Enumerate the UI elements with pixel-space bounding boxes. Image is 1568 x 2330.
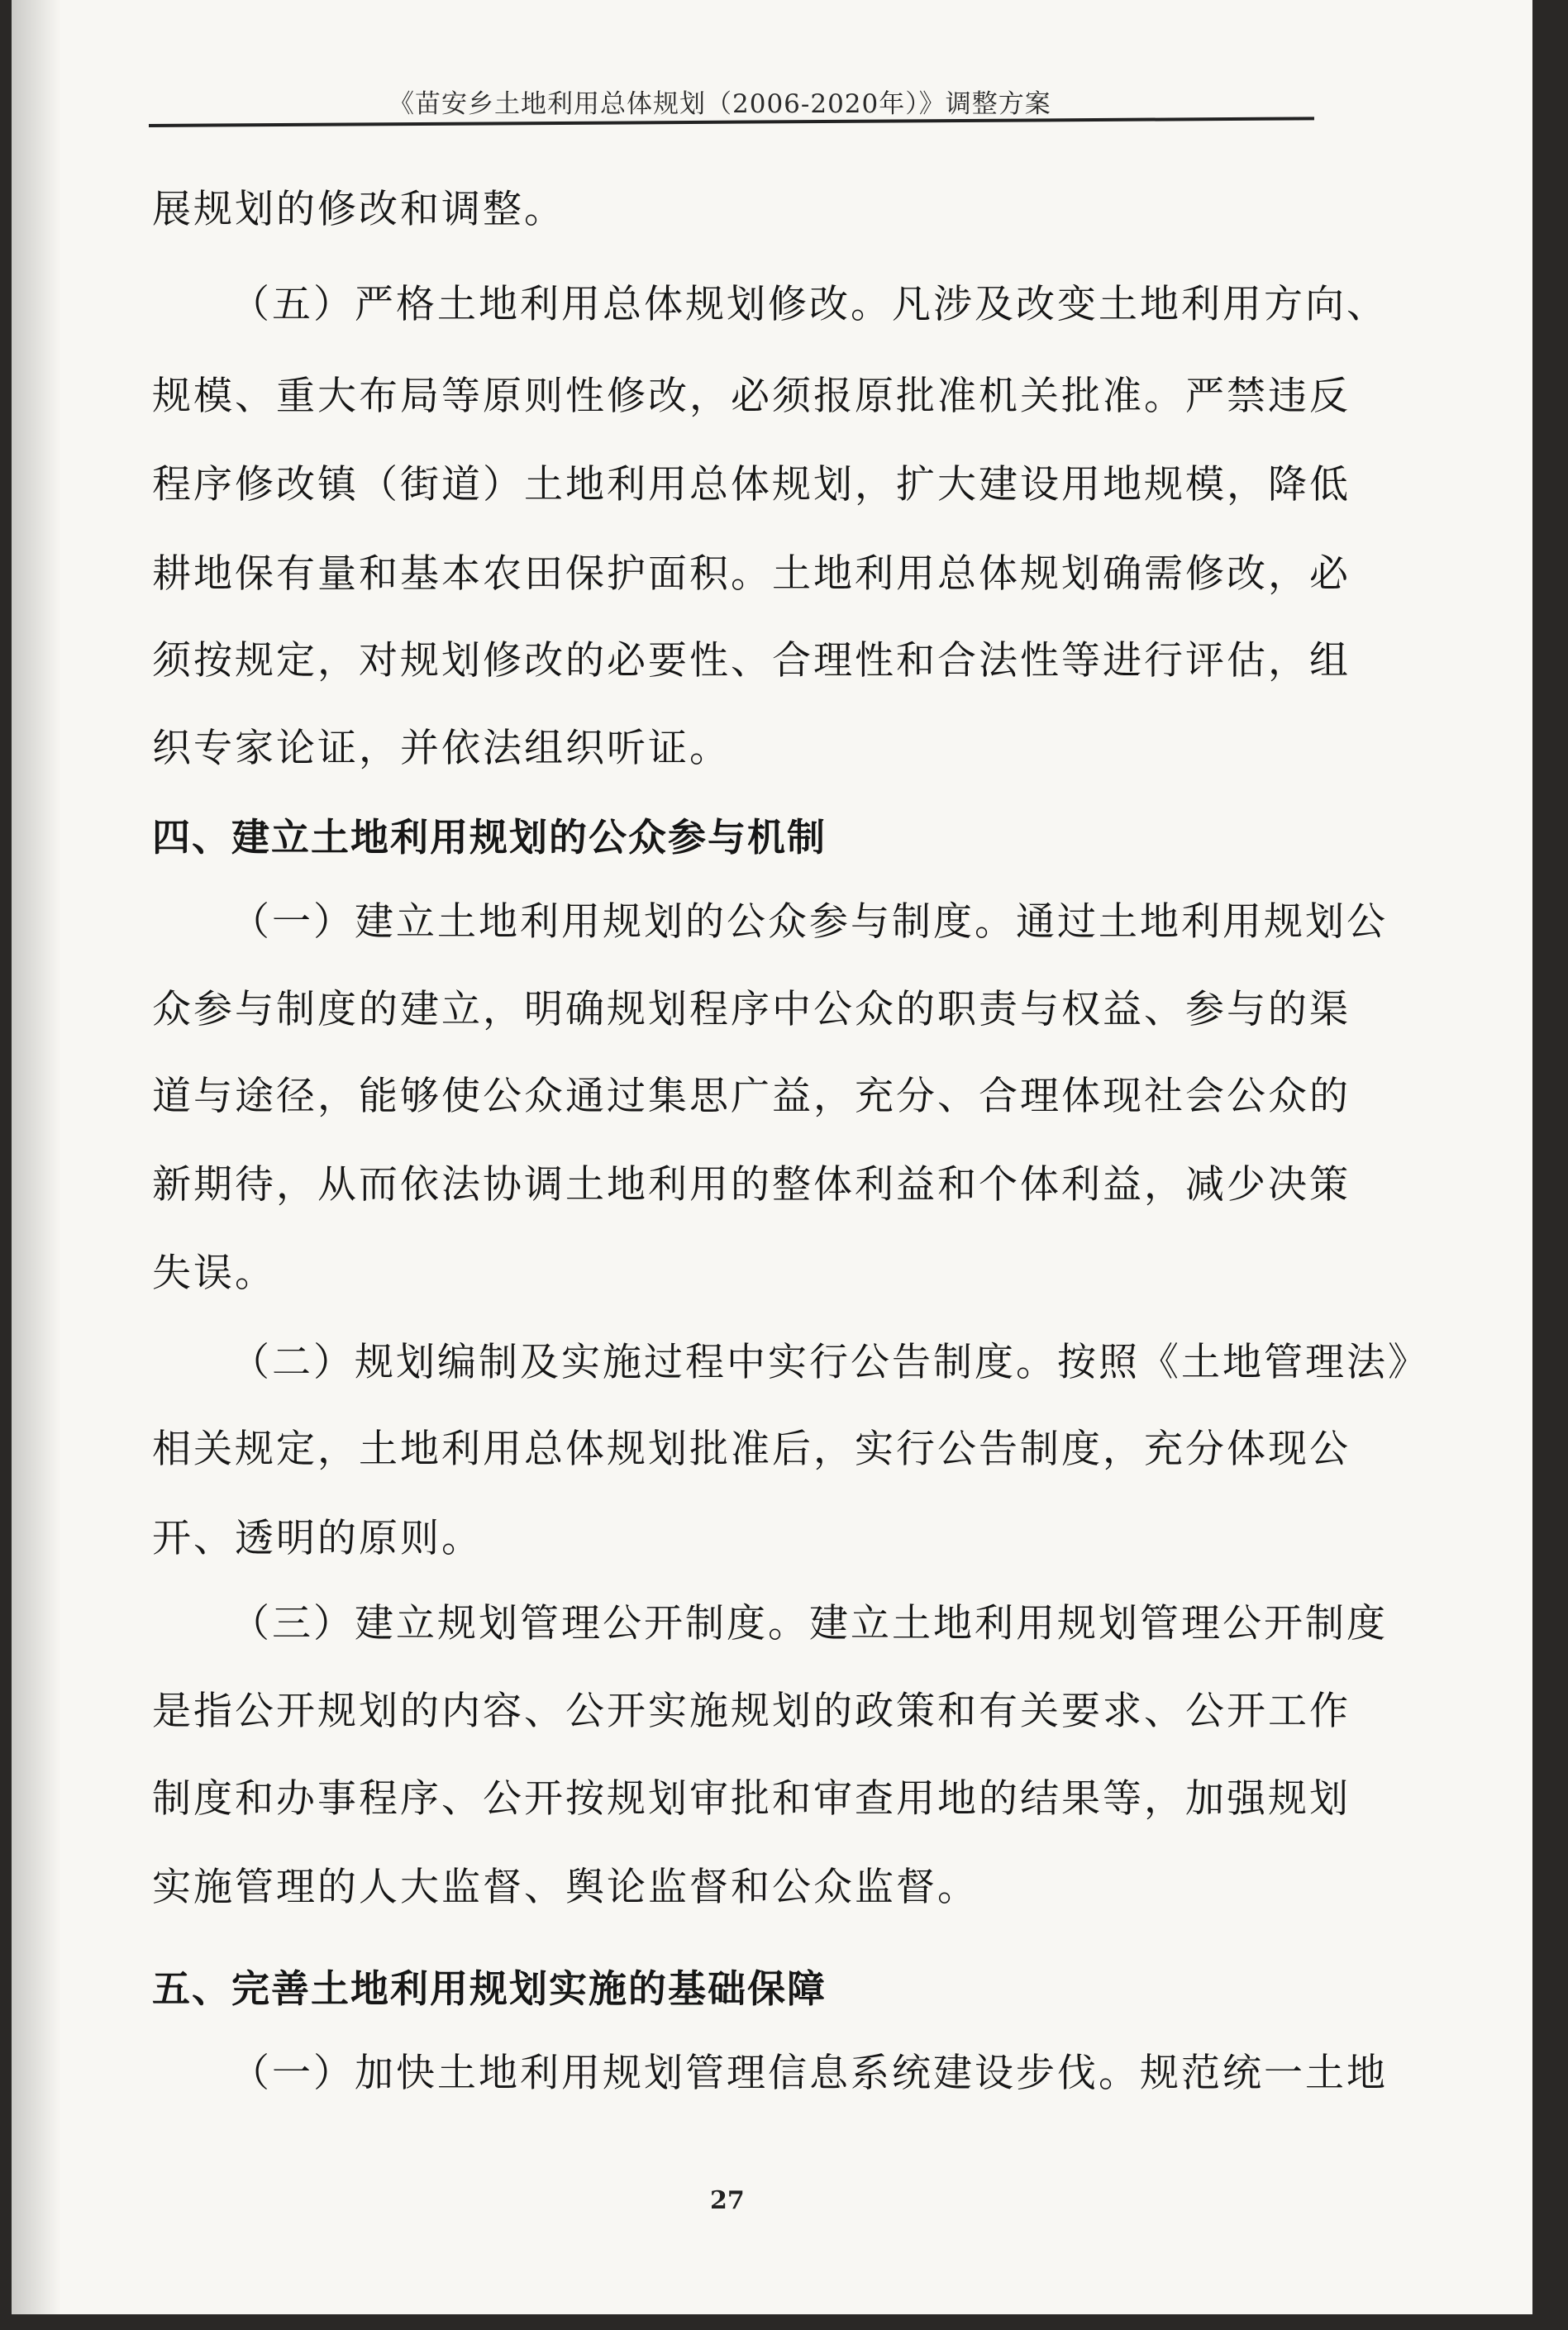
body-line: 开、透明的原则。 <box>152 1516 483 1561</box>
document-page <box>12 0 1532 2314</box>
body-line: 程序修改镇（街道）土地利用总体规划，扩大建设用地规模，降低 <box>152 462 1351 507</box>
body-line: （一）建立土地利用规划的公众参与制度。通过土地利用规划公 <box>231 899 1388 945</box>
body-line: （一）加快土地利用规划管理信息系统建设步伐。规范统一土地 <box>231 2051 1388 2096</box>
body-line: 规模、重大布局等原则性修改，必须报原批准机关批准。严禁违反 <box>152 374 1351 419</box>
body-line: 制度和办事程序、公开按规划审批和审查用地的结果等，加强规划 <box>152 1776 1351 1822</box>
body-line: 是指公开规划的内容、公开实施规划的政策和有关要求、公开工作 <box>152 1689 1351 1734</box>
body-line: 耕地保有量和基本农田保护面积。土地利用总体规划确需修改，必 <box>152 551 1351 597</box>
body-line: 实施管理的人大监督、舆论监督和公众监督。 <box>152 1865 979 1910</box>
body-line: 道与途径，能够使公众通过集思广益，充分、合理体现社会公众的 <box>152 1074 1351 1119</box>
body-line: （二）规划编制及实施过程中实行公告制度。按照《土地管理法》 <box>231 1340 1429 1385</box>
body-line: 展规划的修改和调整。 <box>152 187 565 232</box>
section-heading: 四、建立土地利用规划的公众参与机制 <box>152 815 827 860</box>
body-line: 相关规定，土地利用总体规划批准后，实行公告制度，充分体现公 <box>152 1427 1351 1472</box>
body-line: （五）严格土地利用总体规划修改。凡涉及改变土地利用方向、 <box>231 282 1388 327</box>
body-line: 新期待，从而依法协调土地利用的整体利益和个体利益，减少决策 <box>152 1162 1351 1208</box>
body-line: 织专家论证，并依法组织听证。 <box>152 726 731 771</box>
body-line: 须按规定，对规划修改的必要性、合理性和合法性等进行评估，组 <box>152 638 1351 684</box>
page-edge-shadow <box>12 0 61 2314</box>
section-heading: 五、完善土地利用规划实施的基础保障 <box>152 1966 827 2011</box>
page-number: 27 <box>710 2186 745 2215</box>
body-line: （三）建立规划管理公开制度。建立土地利用规划管理公开制度 <box>231 1601 1388 1646</box>
body-line: 失误。 <box>152 1251 276 1296</box>
running-header: 《苗安乡土地利用总体规划（2006-2020年）》调整方案 <box>388 89 1051 119</box>
body-line: 众参与制度的建立，明确规划程序中公众的职责与权益、参与的渠 <box>152 987 1351 1032</box>
